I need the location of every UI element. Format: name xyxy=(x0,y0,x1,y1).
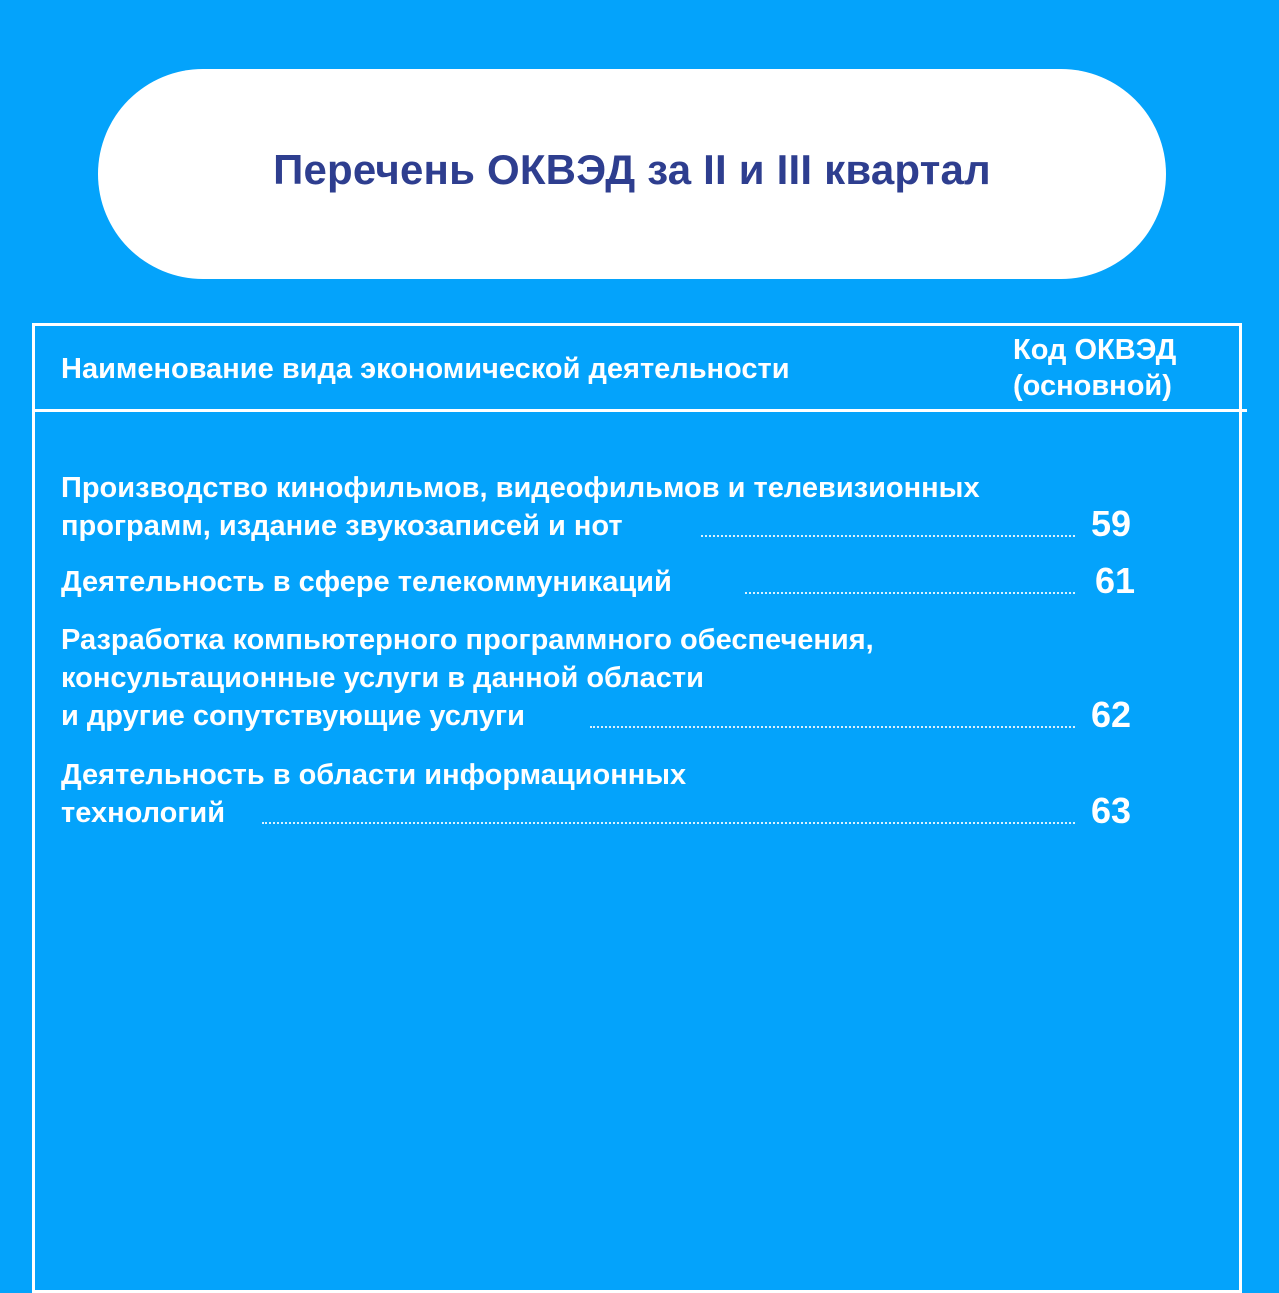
column-header-okved-code xyxy=(1013,332,1176,404)
activity-4-line-1: Деятельность в области информационных xyxy=(61,759,687,791)
column-header-code-line2: (основной) xyxy=(1013,370,1172,402)
activity-1-line-2: программ, издание звукозаписей и нот xyxy=(61,510,623,542)
dot-leader-2 xyxy=(745,592,1075,594)
column-header-code-line1: Код ОКВЭД xyxy=(1013,334,1177,366)
table-row-activity-4 xyxy=(61,756,686,832)
title-banner xyxy=(98,69,1166,279)
dot-leader-4 xyxy=(262,822,1075,824)
table-row-activity-3 xyxy=(61,621,874,735)
activity-3-line-3: и другие сопутствующие услуги xyxy=(61,700,525,732)
activity-1-line-1: Производство кинофильмов, видеофильмов и телевизионных xyxy=(61,472,980,504)
okved-code-4: 63 xyxy=(1091,790,1132,831)
page-title: Перечень ОКВЭД за II и III квартал xyxy=(273,146,991,193)
okved-code-2: 61 xyxy=(1095,560,1136,601)
okved-code-1: 59 xyxy=(1091,503,1132,544)
activity-3-line-2: консультационные услуги в данной области xyxy=(61,662,704,694)
okved-code-3: 62 xyxy=(1091,694,1132,735)
table-row-activity-1 xyxy=(61,469,980,545)
header-divider xyxy=(32,409,1247,412)
dot-leader-1 xyxy=(701,535,1075,537)
activity-3-line-1: Разработка компьютерного программного обеспечения, xyxy=(61,624,874,656)
dot-leader-3 xyxy=(590,726,1075,728)
activity-4-line-2: технологий xyxy=(61,797,226,829)
activity-2-line-1: Деятельность в сфере телекоммуникаций xyxy=(61,566,672,598)
column-header-activity-name: Наименование вида экономической деятельности xyxy=(61,353,790,385)
table-row-activity-2 xyxy=(61,563,672,601)
